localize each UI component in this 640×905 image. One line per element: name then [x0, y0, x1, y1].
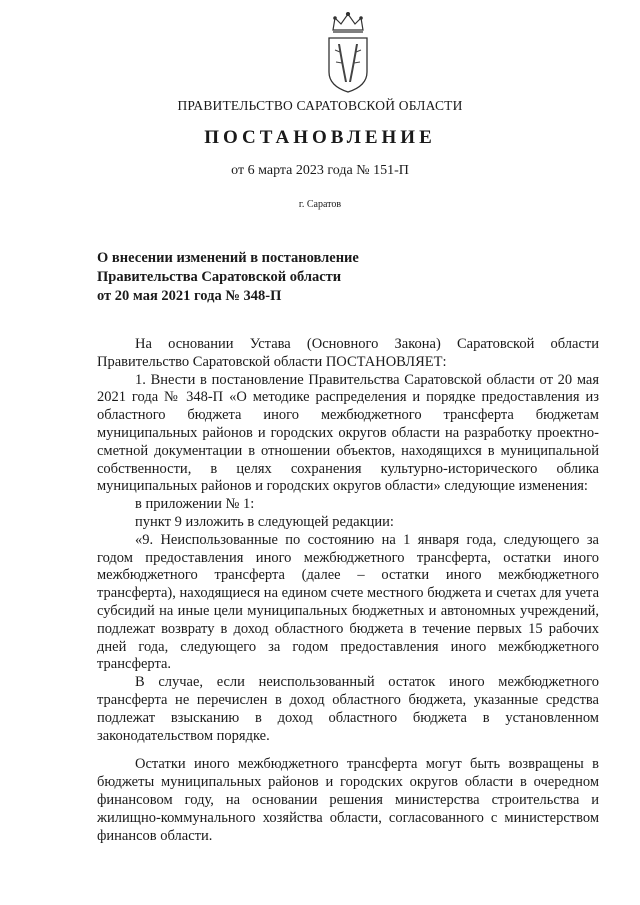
subject-line: Правительства Саратовской области — [97, 269, 342, 285]
paragraph: 1. Внести в постановление Правительства Саратовской области от 20 мая 2021 года № 348-П «О методике распределения и порядке предоставления из областного бюджета иного межбюджетного трансферта бюджетам муниципальных районов и городских округов области на разработку проектно-сметной документации в отношении объектов, находящихся в муниципальной собственности, в целях сохранения культурно-исторического облика муниципальных районов и городских округов области» следующие изменения: — [97, 371, 599, 495]
paragraph: пункт 9 изложить в следующей редакции: — [135, 513, 394, 530]
paragraph: На основании Устава (Основного Закона) Саратовской области Правительство Саратовской области ПОСТАНОВЛЯЕТ: — [97, 336, 599, 370]
saratov-coat-of-arms-icon — [323, 12, 373, 94]
document-type: ПОСТАНОВЛЕНИЕ — [204, 127, 436, 148]
subject-heading — [97, 249, 457, 306]
subject-line: О внесении изменений в постановление — [97, 250, 359, 266]
subject-line: от 20 мая 2021 года № 348-П — [97, 288, 282, 304]
document-body — [97, 336, 599, 845]
paragraph: В случае, если неиспользованный остаток иного межбюджетного трансферта не перечислен в доход областного бюджета, указанные средства подлежат взысканию в доход областного бюджета в установленном законодательством порядке. — [97, 674, 599, 744]
paragraph: в приложении № 1: — [135, 496, 255, 513]
paragraph: Остатки иного межбюджетного трансферта могут быть возвращены в бюджеты муниципальных районов и городских округов области в очередном финансовом году, на основании решения министерства строительства и жилищно-коммунального хозяйства области, согласованного с министерством финансов области. — [97, 756, 599, 844]
paragraph: «9. Неиспользованные по состоянию на 1 января года, следующего за годом предоставления иного межбюджетного трансферта, остатки иного межбюджетного трансферта (далее – остатки иного межбюджетного трансферта), находящиеся на едином счете местного бюджета и счетах для учета субсидий на иные цели муниципальных бюджетных и автономных учреждений, подлежат возврату в доход областного бюджета в течение первых 15 рабочих дней года, следующего за годом предоставления иного межбюджетного трансферта. — [97, 531, 599, 673]
city: г. Саратов — [298, 199, 342, 210]
government-name: ПРАВИТЕЛЬСТВО САРАТОВСКОЙ ОБЛАСТИ — [177, 98, 463, 113]
date-number: от 6 марта 2023 года № 151-П — [231, 163, 409, 178]
